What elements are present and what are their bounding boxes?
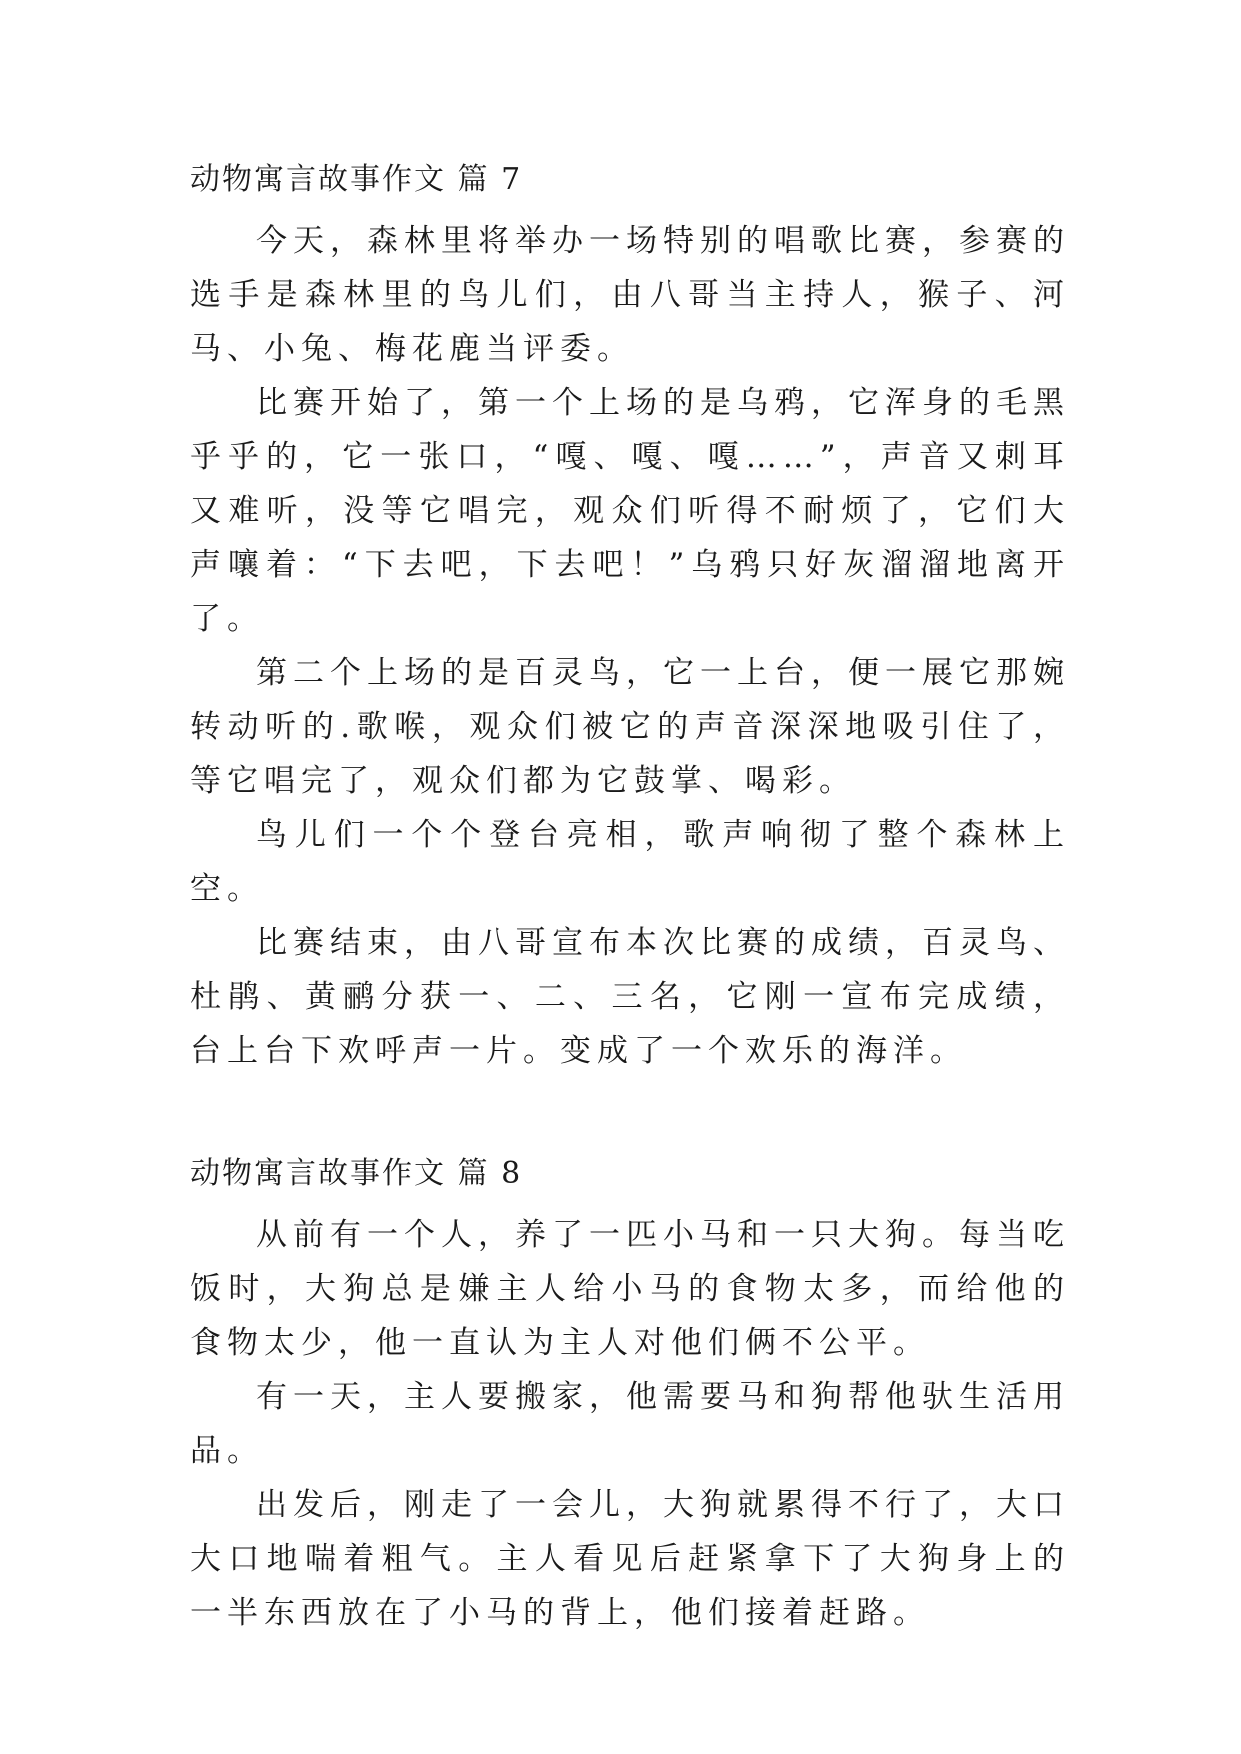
paragraph: 有一天，主人要搬家，他需要马和狗帮他驮生活用品。: [190, 1379, 1070, 1469]
paragraph: 鸟儿们一个个登台亮相，歌声响彻了整个森林上空。: [190, 817, 1070, 907]
paragraph: 第二个上场的是百灵鸟，它一上台，便一展它那婉转动听的.歌喉，观众们被它的声音深深地吸引住了，等它唱完了，观众们都为它鼓掌、喝彩。: [190, 655, 1070, 799]
paragraph: 今天，森林里将举办一场特别的唱歌比赛，参赛的选手是森林里的鸟儿们，由八哥当主持人，猴子、河马、小兔、梅花鹿当评委。: [190, 223, 1070, 367]
essay-section-8: [190, 1154, 1070, 1640]
paragraph: 比赛结束，由八哥宣布本次比赛的成绩，百灵鸟、杜鹃、黄鹂分获一、二、三名，它刚一宣布完成绩，台上台下欢呼声一片。变成了一个欢乐的海洋。: [190, 925, 1070, 1069]
paragraph: 出发后，刚走了一会儿，大狗就累得不行了，大口大口地喘着粗气。主人看见后赶紧拿下了大狗身上的一半东西放在了小马的背上，他们接着赶路。: [190, 1487, 1070, 1631]
essay-section-7: [190, 160, 1070, 1078]
paragraph: 比赛开始了，第一个上场的是乌鸦，它浑身的毛黑乎乎的，它一张口，“嘎、嘎、嘎……”，声音又刺耳又难听，没等它唱完，观众们听得不耐烦了，它们大声嚷着：“下去吧，下去吧！”乌鸦只好灰溜溜地离开了。: [190, 385, 1070, 637]
document-body: [190, 160, 1070, 1716]
section-title: 动物寓言故事作文 篇 8: [190, 1156, 523, 1191]
paragraph: 从前有一个人，养了一匹小马和一只大狗。每当吃饭时，大狗总是嫌主人给小马的食物太多，而给他的食物太少，他一直认为主人对他们俩不公平。: [190, 1217, 1070, 1361]
section-title: 动物寓言故事作文 篇 7: [190, 162, 523, 197]
